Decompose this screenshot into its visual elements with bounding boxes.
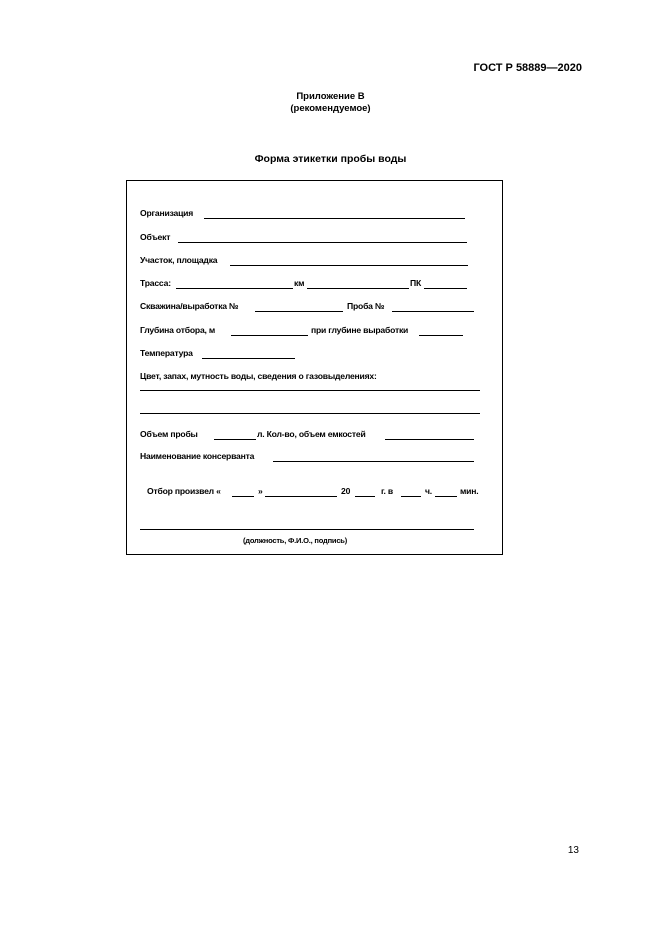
annex-title: Приложение В xyxy=(296,91,365,102)
minute-field[interactable] xyxy=(435,496,457,497)
label-form xyxy=(126,180,503,555)
g-label: г. в xyxy=(381,486,393,496)
depth-field[interactable] xyxy=(231,335,308,336)
sample-label: Проба № xyxy=(347,301,385,311)
site-field[interactable] xyxy=(230,265,468,266)
km-field[interactable] xyxy=(307,288,409,289)
close-quote: » xyxy=(258,486,263,496)
hour-label: ч. xyxy=(425,486,432,496)
organization-field[interactable] xyxy=(204,218,465,219)
minute-label: мин. xyxy=(460,486,479,496)
route-label: Трасса: xyxy=(140,278,171,288)
volume-field[interactable] xyxy=(214,439,256,440)
signature-field[interactable] xyxy=(140,529,474,530)
annex-note: (рекомендуемое) xyxy=(290,103,371,114)
object-field[interactable] xyxy=(178,242,467,243)
year-field[interactable] xyxy=(355,496,375,497)
liters-label: л. Кол-во, объем емкостей xyxy=(257,429,366,439)
form-title: Форма этикетки пробы воды xyxy=(254,153,407,165)
month-field[interactable] xyxy=(265,496,337,497)
at-depth-field[interactable] xyxy=(419,335,463,336)
temperature-label: Температура xyxy=(140,348,193,358)
temperature-field[interactable] xyxy=(202,358,295,359)
object-label: Объект xyxy=(140,232,171,242)
color-smell-line-2[interactable] xyxy=(140,413,480,414)
page-number: 13 xyxy=(567,845,579,856)
standard-number: ГОСТ Р 58889—2020 xyxy=(473,62,582,74)
pk-label: ПК xyxy=(410,278,422,288)
well-label: Скважина/выработка № xyxy=(140,301,239,311)
at-depth-label: при глубине выработки xyxy=(311,325,409,335)
site-label: Участок, площадка xyxy=(140,255,218,265)
well-field[interactable] xyxy=(255,311,343,312)
annex-heading xyxy=(0,91,661,115)
signature-caption: (должность, Ф.И.О., подпись) xyxy=(243,536,348,545)
volume-label: Объем пробы xyxy=(140,429,198,439)
depth-label: Глубина отбора, м xyxy=(140,325,216,335)
color-smell-line-1[interactable] xyxy=(140,390,480,391)
sampled-by-label: Отбор произвел « xyxy=(147,486,221,496)
km-label: км xyxy=(294,278,305,288)
preservative-field[interactable] xyxy=(273,461,474,462)
preservative-label: Наименование консерванта xyxy=(140,451,255,461)
day-field[interactable] xyxy=(232,496,254,497)
hour-field[interactable] xyxy=(401,496,421,497)
color-smell-label: Цвет, запах, мутность воды, сведения о газовыделениях: xyxy=(140,371,377,381)
route-field[interactable] xyxy=(176,288,293,289)
organization-label: Организация xyxy=(140,208,194,218)
year-prefix: 20 xyxy=(341,486,351,496)
sample-field[interactable] xyxy=(392,311,474,312)
containers-field[interactable] xyxy=(385,439,474,440)
pk-field[interactable] xyxy=(424,288,467,289)
